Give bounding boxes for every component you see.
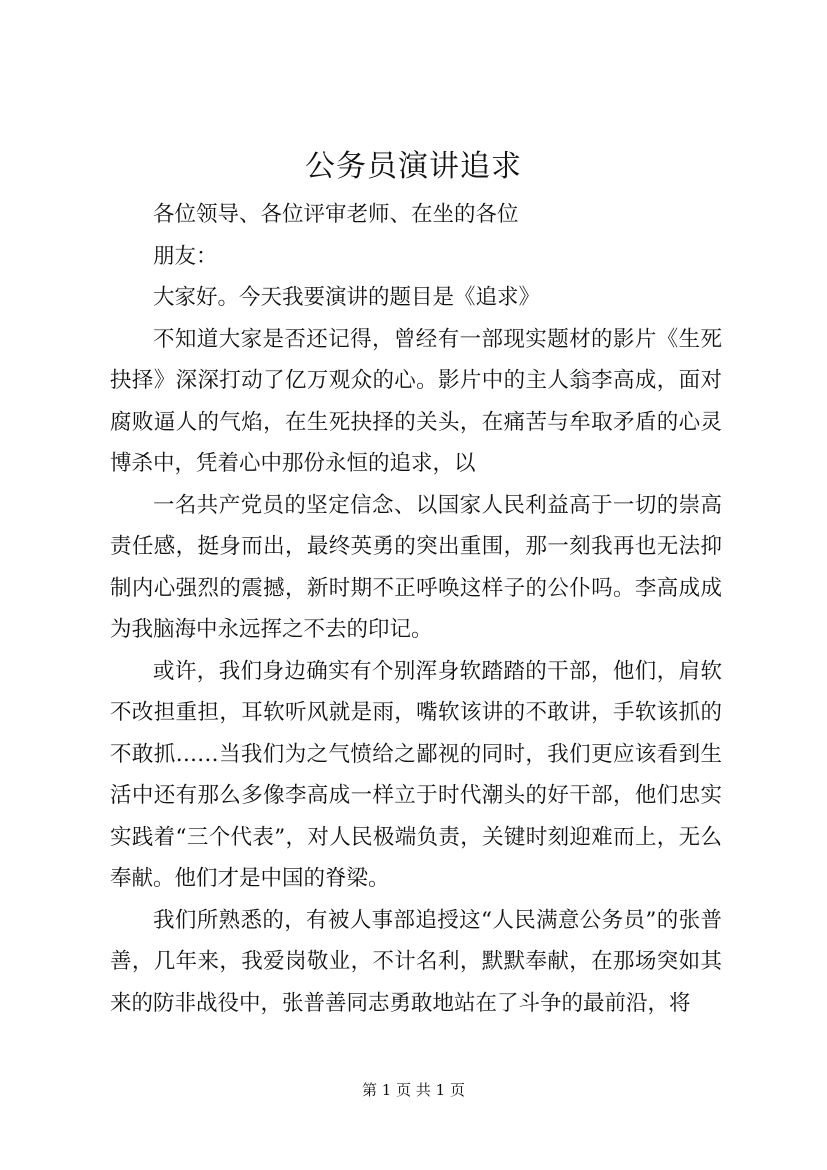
document-title: 公务员演讲追求: [305, 149, 522, 184]
body-paragraph: 不知道大家是否还记得，曾经有一部现实题材的影片《生死抉择》深深打动了亿万观众的心。影片中的主人翁李高成，面对腐败逼人的气焰，在生死抉择的关头，在痛苦与牟取矛盾的心灵博杀中，凭着心中那份永恒的追求，以: [110, 326, 722, 476]
salutation-continuation: 朋友：: [153, 243, 218, 269]
body-paragraph: 一名共产党员的坚定信念、以国家人民利益高于一切的崇高责任感，挺身而出，最终英勇的突出重围，那一刻我再也无法抑制内心强烈的震撼，新时期不正呼唤这样子的公仆吗。李高成成为我脑海中永远挥之不去的印记。: [110, 492, 722, 642]
page-number-footer: 第 1 页 共 1 页: [362, 1081, 465, 1099]
body-paragraph: 我们所熟悉的，有被人事部追授这“人民满意公务员”的张普善，几年来，我爱岗敬业，不计名利，默默奉献，在那场突如其来的防非战役中，张普善同志勇敢地站在了斗争的最前沿，将: [110, 907, 722, 1016]
body-paragraph: 或许，我们身边确实有个别浑身软踏踏的干部，他们，肩软不改担重担，耳软听风就是雨，嘴软该讲的不敢讲，手软该抓的不敢抓……当我们为之气愤给之鄙视的同时，我们更应该看到生活中还有那么多像李高成一样立于时代潮头的好干部，他们忠实实践着“三个代表”，对人民极端负责，关键时刻迎难而上，无么奉献。他们才是中国的脊梁。: [110, 658, 722, 891]
document-body: [110, 194, 722, 1024]
salutation-line: 各位领导、各位评审老师、在坐的各位: [153, 202, 519, 227]
greeting-paragraph: 大家好。今天我要演讲的题目是《追求》: [153, 285, 541, 310]
